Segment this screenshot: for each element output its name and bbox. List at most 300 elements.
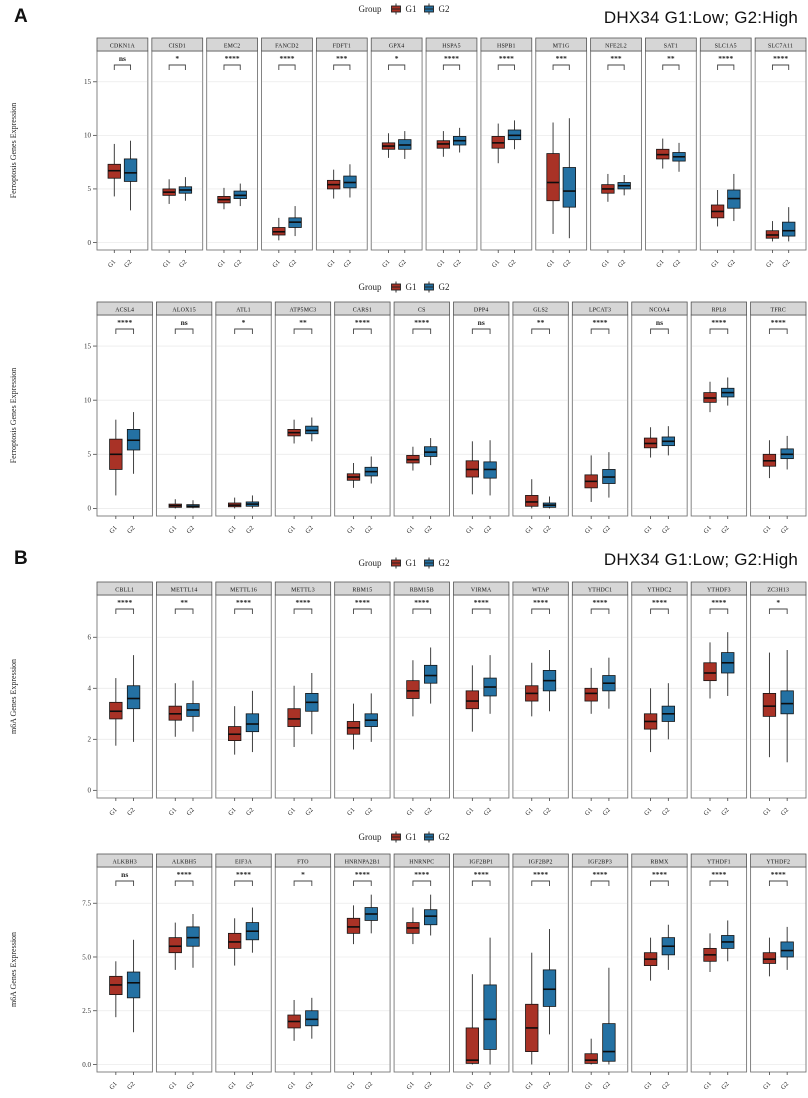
facet-FANCD2 <box>262 38 313 269</box>
facet-EMC2 <box>207 38 258 269</box>
facet-title: YTHDC1 <box>587 587 613 594</box>
facet-title: YTHDF2 <box>766 859 791 866</box>
legend-item-label: G2 <box>438 4 450 14</box>
legend-item-label: G1 <box>405 4 417 14</box>
facet-title: ATL1 <box>236 307 251 314</box>
x-tick-label: G1 <box>405 1080 416 1092</box>
x-tick-label: G2 <box>482 1080 494 1092</box>
facet-title: CDKN1A <box>109 43 135 50</box>
significance-label: **** <box>354 318 370 327</box>
legend-item-G2 <box>423 831 450 843</box>
facet-RPL8 <box>691 302 746 535</box>
legend-row-2 <box>359 280 450 294</box>
facet-title: GLS2 <box>533 307 549 314</box>
y-axis-label: m6A Genes Expression <box>9 931 18 1008</box>
facet-title: HSPA5 <box>442 43 461 50</box>
significance-label: ns <box>655 318 664 327</box>
x-tick-label: G2 <box>126 1080 137 1092</box>
significance-label: *** <box>336 54 348 63</box>
facet-title: NFE2L2 <box>605 43 627 50</box>
facet-METTL3 <box>275 582 330 817</box>
facet-title: CISD1 <box>168 43 186 50</box>
significance-label: **** <box>533 598 549 607</box>
legend-title: Group <box>358 4 382 14</box>
facet-title: ALOX15 <box>172 307 196 314</box>
facet-NFE2L2 <box>591 38 642 269</box>
x-tick-label: G1 <box>167 806 179 818</box>
x-tick-label: G1 <box>524 806 535 818</box>
significance-label: *** <box>555 54 567 63</box>
x-tick-label: G2 <box>616 258 628 270</box>
x-tick-label: G2 <box>342 258 353 270</box>
significance-label: **** <box>354 870 370 879</box>
x-tick-label: G1 <box>643 1080 654 1092</box>
x-tick-label: G2 <box>423 1080 434 1092</box>
x-tick-label: G2 <box>423 806 434 818</box>
x-tick-label: G2 <box>561 258 573 270</box>
y-tick-label: 6 <box>87 633 91 642</box>
x-tick-label: G2 <box>452 258 463 270</box>
x-tick-label: G1 <box>464 1080 476 1092</box>
y-tick-label: 4 <box>87 684 91 693</box>
x-tick-label: G1 <box>405 806 416 818</box>
significance-label: **** <box>533 870 549 879</box>
x-tick-label: G1 <box>583 806 595 818</box>
facet-FTO <box>275 854 330 1091</box>
facet-title: MT1G <box>552 43 570 50</box>
significance-label: * <box>301 870 305 879</box>
legend-item-G1 <box>390 3 417 15</box>
boxplot-key-icon <box>390 831 403 843</box>
facet-title: IGF2BP2 <box>528 859 553 866</box>
x-tick-label: G2 <box>244 524 256 536</box>
x-tick-label: G2 <box>660 1080 672 1092</box>
facet-title: FANCD2 <box>275 43 299 50</box>
facet-HSPA5 <box>426 38 477 269</box>
boxplot-row-svg <box>0 572 808 818</box>
legend-item-G2 <box>423 281 450 293</box>
boxplot-key-icon <box>390 3 403 15</box>
significance-label: **** <box>498 54 514 63</box>
facet-title: VIRMA <box>470 587 492 594</box>
boxplot-key-icon <box>390 281 403 293</box>
panel-title-B: DHX34 G1:Low; G2:High <box>603 550 798 569</box>
legend-item-G2 <box>423 3 450 15</box>
facet-YTHDF3 <box>691 582 746 817</box>
x-tick-label: G2 <box>482 524 494 536</box>
facet-title: RPL8 <box>711 307 727 314</box>
x-tick-label: G1 <box>161 258 173 270</box>
facet-SAT1 <box>645 38 696 269</box>
y-tick-label: 0 <box>87 504 91 513</box>
significance-label: **** <box>773 54 789 63</box>
x-tick-label: G1 <box>702 524 713 536</box>
facet-CDKN1A <box>97 38 148 269</box>
facet-title: RBM15 <box>352 587 373 594</box>
significance-label: **** <box>224 54 240 63</box>
x-tick-label: G2 <box>671 258 683 270</box>
x-tick-label: G1 <box>286 524 298 536</box>
facet-CS <box>394 302 449 535</box>
facet-title: IGF2BP3 <box>588 859 613 866</box>
facet-EIF3A <box>216 854 271 1091</box>
x-tick-label: G1 <box>108 806 119 818</box>
y-tick-label: 5 <box>87 450 91 459</box>
significance-label: ns <box>121 870 129 879</box>
significance-label: ** <box>299 318 307 327</box>
x-tick-label: G2 <box>363 1080 375 1092</box>
panel-label-A: A <box>14 6 28 27</box>
facet-CISD1 <box>152 38 203 269</box>
significance-label: ns <box>118 54 126 63</box>
x-tick-label: G1 <box>271 258 282 270</box>
facet-METTL16 <box>216 582 271 817</box>
x-tick-label: G1 <box>761 524 773 536</box>
x-tick-label: G2 <box>541 806 553 818</box>
x-tick-label: G1 <box>702 806 713 818</box>
x-tick-label: G2 <box>423 524 434 536</box>
boxplot-key-icon <box>423 281 436 293</box>
significance-label: **** <box>651 598 667 607</box>
x-tick-label: G1 <box>761 806 773 818</box>
facet-title: RBMX <box>650 859 669 866</box>
significance-label: **** <box>592 318 608 327</box>
facet-title: CS <box>417 307 426 314</box>
legend-title: Group <box>358 832 382 842</box>
x-tick-label: G2 <box>541 1080 553 1092</box>
x-tick-label: G2 <box>601 1080 612 1092</box>
x-tick-label: G2 <box>126 806 137 818</box>
facet-GPX4 <box>371 38 422 269</box>
facet-title: LPCAT3 <box>588 307 612 314</box>
x-tick-label: G1 <box>761 1080 773 1092</box>
legend-item-label: G1 <box>405 282 417 292</box>
facet-title: METTL16 <box>230 587 258 594</box>
significance-label: **** <box>770 870 786 879</box>
x-tick-label: G1 <box>600 258 611 270</box>
x-tick-label: G1 <box>643 806 654 818</box>
x-tick-label: G2 <box>506 258 518 270</box>
y-tick-label: 5 <box>87 185 91 194</box>
facet-GLS2 <box>513 302 568 535</box>
facet-title: IGF2BP1 <box>469 859 494 866</box>
x-tick-label: G2 <box>185 1080 196 1092</box>
facet-title: METTL3 <box>291 587 315 594</box>
facet-RBM15B <box>394 582 449 817</box>
x-tick-label: G2 <box>304 806 315 818</box>
significance-label: **** <box>711 870 727 879</box>
facet-title: HNRNPC <box>409 859 435 866</box>
facet-title: YTHDC2 <box>647 587 672 594</box>
legend-row-1 <box>359 2 450 16</box>
boxplot-row-svg <box>0 846 808 1094</box>
x-tick-label: G2 <box>244 806 256 818</box>
x-tick-label: G2 <box>720 1080 731 1092</box>
x-tick-label: G1 <box>643 524 654 536</box>
facet-MT1G <box>536 38 587 269</box>
x-tick-label: G2 <box>541 524 553 536</box>
x-tick-label: G2 <box>232 258 244 270</box>
x-tick-label: G2 <box>304 524 315 536</box>
facet-YTHDF1 <box>691 854 746 1091</box>
significance-label: ** <box>667 54 675 63</box>
x-tick-label: G2 <box>660 524 672 536</box>
facet-title: ALKBH5 <box>171 859 197 866</box>
y-tick-label: 15 <box>84 78 91 87</box>
facet-ZC3H13 <box>751 582 806 817</box>
significance-label: **** <box>414 598 430 607</box>
facet-title: NCOA4 <box>649 307 670 314</box>
x-tick-label: G2 <box>123 258 134 270</box>
facet-YTHDC1 <box>572 582 627 817</box>
significance-label: **** <box>117 318 133 327</box>
significance-label: **** <box>711 598 727 607</box>
facet-title: CARS1 <box>352 307 373 314</box>
facet-title: ACSL4 <box>115 307 135 314</box>
significance-label: **** <box>414 318 430 327</box>
x-tick-label: G2 <box>177 258 189 270</box>
x-tick-label: G1 <box>380 258 392 270</box>
significance-label: **** <box>444 54 459 63</box>
y-axis-label: Ferroptosis Genes Expression <box>9 367 18 464</box>
facet-ATP5MC3 <box>275 302 330 535</box>
x-tick-label: G1 <box>227 524 238 536</box>
x-tick-label: G1 <box>345 1080 357 1092</box>
legend-item-G1 <box>390 831 417 843</box>
facet-title: RBM15B <box>409 587 434 594</box>
x-tick-label: G2 <box>601 524 612 536</box>
significance-label: * <box>175 54 180 63</box>
boxplot-key-icon <box>423 3 436 15</box>
facet-HNRNPC <box>394 854 449 1091</box>
facet-NCOA4 <box>632 302 687 535</box>
y-tick-label: 5.0 <box>82 953 91 962</box>
legend-row-4 <box>359 830 450 844</box>
x-tick-label: G1 <box>764 258 776 270</box>
x-tick-label: G1 <box>167 524 179 536</box>
y-tick-label: 2.5 <box>82 1007 91 1016</box>
chart-ferroptosis-row-1 <box>0 24 808 281</box>
significance-label: **** <box>176 870 192 879</box>
x-tick-label: G2 <box>779 1080 791 1092</box>
x-tick-label: G1 <box>326 258 337 270</box>
x-tick-label: G2 <box>720 806 731 818</box>
x-tick-label: G2 <box>779 524 791 536</box>
chart-ferroptosis-row-2 <box>0 296 808 547</box>
facet-VIRMA <box>454 582 509 817</box>
x-tick-label: G2 <box>726 258 737 270</box>
significance-label: * <box>394 54 399 63</box>
facet-TFRC <box>751 302 806 535</box>
x-tick-label: G1 <box>108 1080 119 1092</box>
facet-title: SLC7A11 <box>768 43 794 50</box>
x-tick-label: G1 <box>464 806 476 818</box>
x-tick-label: G1 <box>167 1080 179 1092</box>
facet-title: ATP5MC3 <box>289 307 317 314</box>
x-tick-label: G2 <box>397 258 408 270</box>
facet-YTHDC2 <box>632 582 687 817</box>
facet-title: EIF3A <box>235 859 253 866</box>
significance-label: **** <box>473 598 489 607</box>
legend-item-G1 <box>390 557 417 569</box>
y-tick-label: 0 <box>87 238 91 247</box>
facet-title: YTHDF3 <box>706 587 731 594</box>
x-tick-label: G1 <box>583 1080 595 1092</box>
x-tick-label: G1 <box>216 258 227 270</box>
x-tick-label: G1 <box>710 258 721 270</box>
boxplot-row-svg <box>0 24 808 276</box>
y-tick-label: 0 <box>87 786 91 795</box>
x-tick-label: G1 <box>583 524 595 536</box>
legend-title: Group <box>358 558 382 568</box>
facet-HNRNPA2B1 <box>335 854 390 1091</box>
facet-LPCAT3 <box>572 302 627 535</box>
significance-label: **** <box>236 598 252 607</box>
significance-label: **** <box>651 870 667 879</box>
x-tick-label: G2 <box>304 1080 315 1092</box>
x-tick-label: G2 <box>244 1080 256 1092</box>
boxplot-row-svg <box>0 296 808 542</box>
boxplot-key-icon <box>390 557 403 569</box>
facet-ATL1 <box>216 302 271 535</box>
legend-title: Group <box>358 282 382 292</box>
legend-item-label: G2 <box>438 558 450 568</box>
facet-ALKBH3 <box>97 854 152 1091</box>
significance-label: *** <box>610 54 622 63</box>
chart-m6a-row-1 <box>0 572 808 823</box>
boxplot-key-icon <box>423 831 436 843</box>
facet-title: CBLL1 <box>115 587 135 594</box>
x-tick-label: G1 <box>524 1080 535 1092</box>
facet-title: ZC3H13 <box>767 587 790 594</box>
facet-ALKBH5 <box>156 854 211 1091</box>
legend-item-label: G1 <box>405 832 417 842</box>
x-tick-label: G1 <box>524 524 535 536</box>
facet-IGF2BP1 <box>454 854 509 1091</box>
y-axis-label: Ferroptosis Genes Expression <box>9 102 18 199</box>
x-tick-label: G1 <box>108 524 119 536</box>
significance-label: **** <box>414 870 430 879</box>
legend-item-G1 <box>390 281 417 293</box>
significance-label: * <box>776 598 781 607</box>
facet-SLC7A11 <box>755 38 806 269</box>
facet-WTAP <box>513 582 568 817</box>
significance-label: **** <box>592 870 608 879</box>
facet-RBMX <box>632 854 687 1091</box>
significance-label: **** <box>718 54 734 63</box>
x-tick-label: G1 <box>655 258 666 270</box>
facet-SLC1A5 <box>700 38 751 269</box>
y-axis-label: m6A Genes Expression <box>9 658 18 735</box>
x-tick-label: G1 <box>345 806 357 818</box>
y-tick-label: 2 <box>87 735 91 744</box>
x-tick-label: G2 <box>126 524 137 536</box>
panel-title-A: DHX34 G1:Low; G2:High <box>603 8 798 27</box>
significance-label: ** <box>180 598 188 607</box>
facet-CBLL1 <box>97 582 152 817</box>
y-tick-label: 15 <box>84 342 91 351</box>
facet-title: GPX4 <box>388 43 405 50</box>
x-tick-label: G1 <box>405 524 416 536</box>
significance-label: **** <box>236 870 252 879</box>
chart-m6a-row-2 <box>0 846 808 1098</box>
y-tick-label: 7.5 <box>82 899 91 908</box>
x-tick-label: G2 <box>185 806 196 818</box>
legend-item-label: G2 <box>438 832 450 842</box>
facet-title: ALKBH3 <box>112 859 137 866</box>
significance-label: **** <box>473 870 489 879</box>
facet-title: METTL14 <box>170 587 198 594</box>
x-tick-label: G1 <box>345 524 357 536</box>
boxplot-key-icon <box>423 557 436 569</box>
facet-ACSL4 <box>97 302 152 535</box>
significance-label: ns <box>477 318 485 327</box>
facet-title: SLC1A5 <box>714 43 737 50</box>
facet-title: FTO <box>297 859 309 866</box>
significance-label: **** <box>354 598 370 607</box>
significance-label: ns <box>180 318 188 327</box>
x-tick-label: G2 <box>185 524 196 536</box>
legend-row-3 <box>359 556 450 570</box>
y-tick-label: 10 <box>84 131 91 140</box>
facet-title: SAT1 <box>663 43 679 50</box>
significance-label: **** <box>117 598 133 607</box>
facet-title: TFRC <box>770 307 787 314</box>
significance-label: ** <box>536 318 545 327</box>
x-tick-label: G1 <box>286 806 298 818</box>
y-tick-label: 10 <box>84 396 91 405</box>
y-tick-label: 0.0 <box>82 1060 91 1069</box>
facet-title: YTHDF1 <box>706 859 731 866</box>
x-tick-label: G2 <box>601 806 612 818</box>
x-tick-label: G2 <box>779 806 791 818</box>
facet-RBM15 <box>335 582 390 817</box>
facet-METTL14 <box>156 582 211 817</box>
facet-title: HSPB1 <box>497 43 516 50</box>
significance-label: **** <box>592 598 608 607</box>
panel-label-B: B <box>14 548 28 569</box>
facet-HSPB1 <box>481 38 532 269</box>
x-tick-label: G1 <box>490 258 502 270</box>
x-tick-label: G2 <box>482 806 494 818</box>
facet-title: HNRNPA2B1 <box>344 859 381 866</box>
x-tick-label: G2 <box>363 524 375 536</box>
facet-DPP4 <box>454 302 509 535</box>
facet-title: DPP4 <box>473 307 489 314</box>
x-tick-label: G1 <box>545 258 557 270</box>
significance-label: **** <box>295 598 311 607</box>
x-tick-label: G1 <box>227 1080 238 1092</box>
facet-FDFT1 <box>316 38 367 269</box>
x-tick-label: G2 <box>287 258 299 270</box>
facet-YTHDF2 <box>751 854 806 1091</box>
facet-title: WTAP <box>532 587 550 594</box>
facet-title: EMC2 <box>223 43 241 50</box>
x-tick-label: G1 <box>106 258 118 270</box>
x-tick-label: G1 <box>227 806 238 818</box>
facet-title: FDFT1 <box>332 43 351 50</box>
legend-item-G2 <box>423 557 450 569</box>
significance-label: **** <box>279 54 295 63</box>
facet-ALOX15 <box>156 302 211 535</box>
legend-item-label: G2 <box>438 282 450 292</box>
x-tick-label: G1 <box>435 258 447 270</box>
significance-label: * <box>241 318 246 327</box>
significance-label: **** <box>711 318 727 327</box>
x-tick-label: G1 <box>464 524 476 536</box>
legend-item-label: G1 <box>405 558 417 568</box>
x-tick-label: G2 <box>363 806 375 818</box>
